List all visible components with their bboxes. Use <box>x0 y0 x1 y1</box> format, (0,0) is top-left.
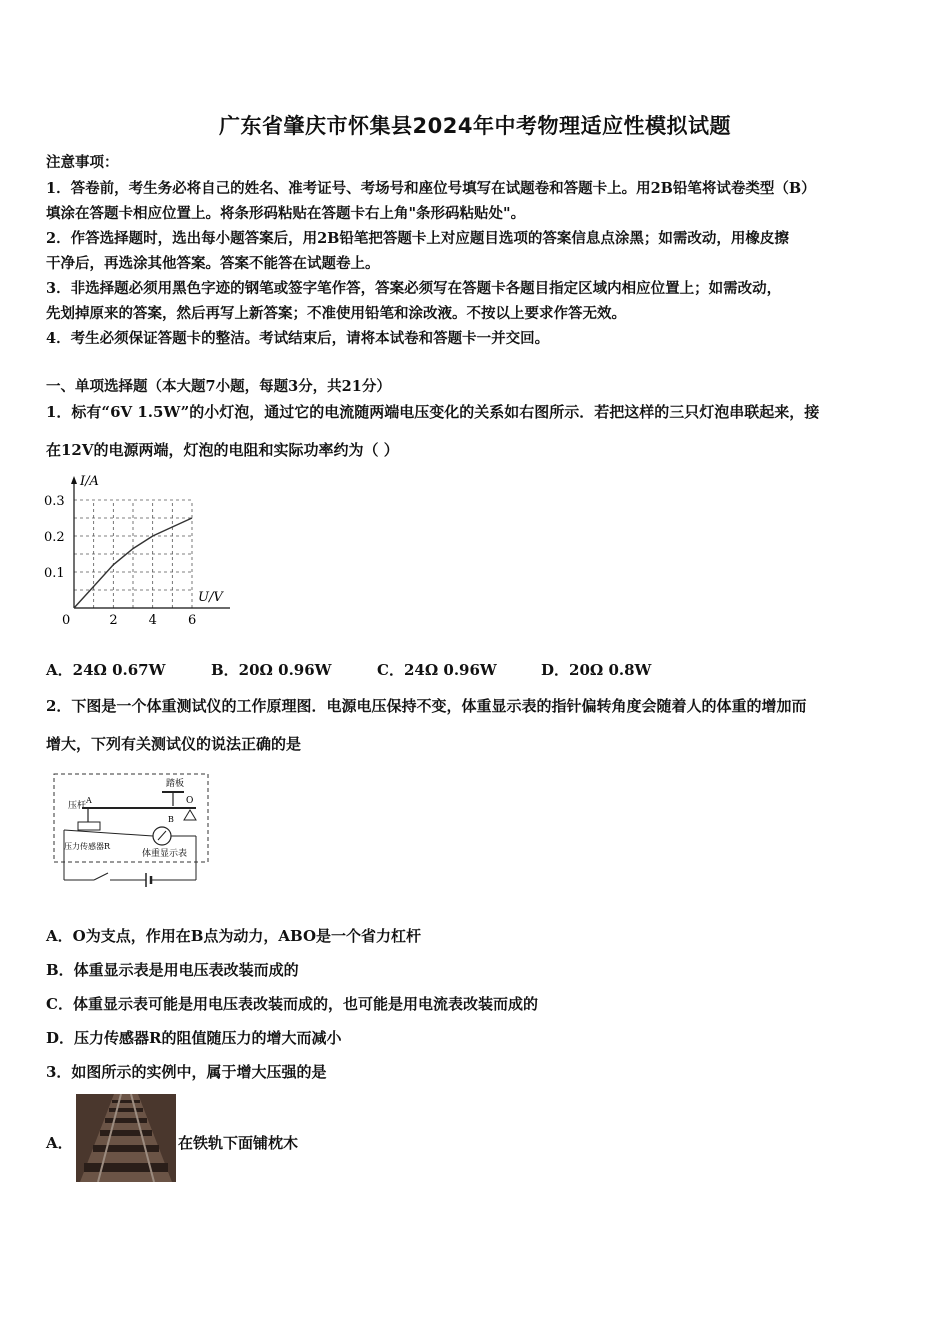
label-b: B <box>168 815 174 824</box>
pressure-sensor <box>78 822 100 830</box>
y-tick-label: 0.1 <box>44 566 65 581</box>
label-o: O <box>186 796 194 806</box>
q1-option-b[interactable]: B．20Ω 0.96W <box>211 661 332 679</box>
y-axis-arrow <box>71 476 77 484</box>
label-meter: 体重显示表 <box>142 849 188 859</box>
notice-line: 先划掉原来的答案，然后再写上新答案；不准使用铅笔和涂改液。不按以上要求作答无效。 <box>46 305 626 322</box>
q2-option-b[interactable]: B．体重显示表是用电压表改装而成的 <box>46 961 299 979</box>
q1-option-d[interactable]: D．20Ω 0.8W <box>541 661 652 679</box>
x-tick-label: 6 <box>188 613 197 628</box>
y-tick-label: 0.3 <box>44 494 65 509</box>
fulcrum <box>184 810 196 820</box>
notice-heading: 注意事项： <box>46 154 119 171</box>
notice-line: 3．非选择题必须用黑色字迹的钢笔或签字笔作答，答案必须写在答题卡各题目指定区域内相应位置上；如需改动， <box>46 280 782 297</box>
q3-option-a-text[interactable]: 在铁轨下面铺枕木 <box>178 1134 299 1152</box>
q1-option-a[interactable]: A．24Ω 0.67W <box>46 661 166 679</box>
label-lever: 压杆 <box>68 801 87 811</box>
chart-grid <box>74 500 192 608</box>
notice-line: 1．答卷前，考生务必将自己的姓名、准考证号、考场号和座位号填写在试题卷和答题卡上。用2B铅笔将试卷类型（B） <box>46 180 816 197</box>
q2-option-c[interactable]: C．体重显示表可能是用电压表改装而成的，也可能是用电流表改装而成的 <box>46 995 538 1013</box>
q1-option-c[interactable]: C．24Ω 0.96W <box>377 661 497 679</box>
notice-line: 2．作答选择题时，选出每小题答案后，用2B铅笔把答题卡上对应题目选项的答案信息点涂黑；如需改动，用橡皮擦 <box>46 230 789 247</box>
q2-option-a[interactable]: A．O为支点，作用在B点为动力，ABO是一个省力杠杆 <box>46 927 422 945</box>
page-title: 广东省肇庆市怀集县2024年中考物理适应性模拟试题 <box>219 114 731 138</box>
y-axis-label: I/A <box>80 474 99 489</box>
x-tick-label: 2 <box>109 613 118 628</box>
q2-option-d[interactable]: D．压力传感器R的阻值随压力的增大而减小 <box>46 1029 342 1047</box>
switch <box>94 873 108 880</box>
question-2-text: 2．下图是一个体重测试仪的工作原理图．电源电压保持不变，体重显示表的指针偏转角度会随着人的体重的增加而 <box>46 697 807 715</box>
notice-line: 填涂在答题卡相应位置上。将条形码粘贴在答题卡右上角"条形码粘贴处"。 <box>46 205 526 222</box>
notice-line: 干净后，再选涂其他答案。答案不能答在试题卷上。 <box>46 255 380 272</box>
y-tick-label: 0.2 <box>44 530 65 545</box>
label-pedal: 踏板 <box>166 779 185 789</box>
question-2-text: 增大，下列有关测试仪的说法正确的是 <box>46 735 302 753</box>
x-tick-label: 4 <box>148 613 157 628</box>
question-1-text: 1．标有“6V 1.5W”的小灯泡，通过它的电流随两端电压变化的关系如右图所示．若把这样的三只灯泡串联起来，接 <box>46 403 820 421</box>
railway-sleepers-photo <box>76 1094 176 1182</box>
q3-option-a-label[interactable]: A． <box>46 1134 73 1152</box>
section-heading: 一、单项选择题（本大题7小题，每题3分，共21分） <box>46 378 391 395</box>
notice-line: 4．考生必须保证答题卡的整洁。考试结束后，请将本试卷和答题卡一并交回。 <box>46 330 550 347</box>
iu-chart <box>40 470 240 630</box>
label-a: A <box>86 796 92 805</box>
label-sensor: 压力传感器R <box>64 842 111 851</box>
question-1-text: 在12V的电源两端，灯泡的电阻和实际功率约为（ ） <box>46 441 399 459</box>
question-3-text: 3．如图所示的实例中，属于增大压强的是 <box>46 1063 327 1081</box>
scale-circuit-diagram <box>46 770 216 895</box>
x-axis-label: U/V <box>198 590 223 605</box>
x-tick-label: 0 <box>62 613 71 628</box>
